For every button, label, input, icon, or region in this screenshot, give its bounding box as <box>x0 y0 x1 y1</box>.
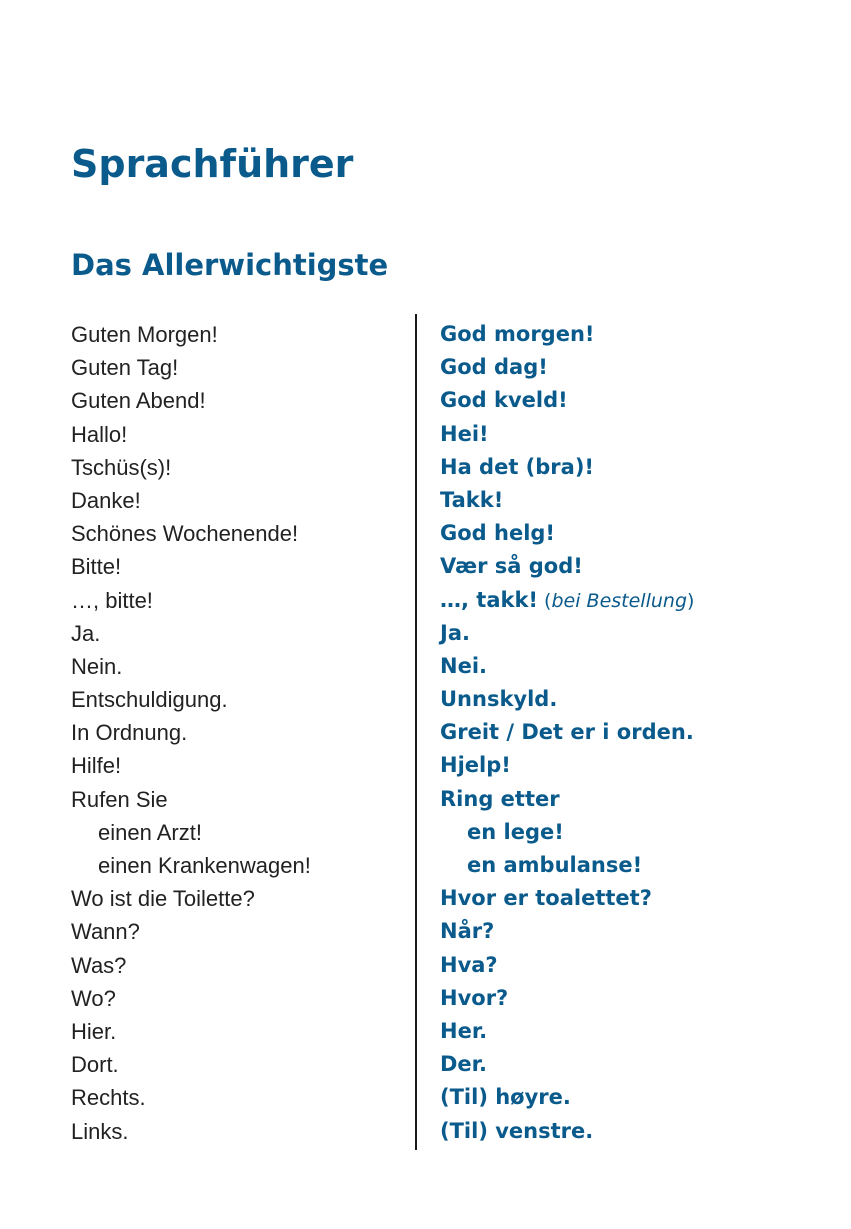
norwegian-phrase-text: Der. <box>440 1052 488 1077</box>
german-phrase: Hallo! <box>71 421 128 447</box>
norwegian-phrase-text: Ha det (bra)! <box>440 454 595 479</box>
norwegian-phrase-text: God helg! <box>440 521 556 546</box>
norwegian-phrase-text: Nei. <box>440 653 487 678</box>
norwegian-phrase <box>440 783 830 816</box>
norwegian-phrase-text: Hjelp! <box>440 753 511 778</box>
norwegian-phrase-text: Hvor er toalettet? <box>440 886 652 911</box>
norwegian-phrase-text: Takk! <box>440 487 504 512</box>
norwegian-phrase-text: Hva? <box>440 952 498 977</box>
norwegian-phrase <box>440 384 830 417</box>
german-phrase: Ja. <box>71 620 101 646</box>
norwegian-phrase-text: God dag! <box>440 355 548 380</box>
german-phrase: Links. <box>71 1118 129 1144</box>
norwegian-phrase <box>440 882 830 915</box>
german-phrase: Was? <box>71 952 127 978</box>
section-title: Das Allerwichtigste <box>71 248 389 282</box>
german-phrase: Entschuldigung. <box>71 687 228 713</box>
german-phrase: Hilfe! <box>71 753 122 779</box>
column-divider <box>415 314 417 1150</box>
german-phrases-column <box>71 318 401 1148</box>
norwegian-phrase <box>440 318 830 351</box>
norwegian-phrase <box>440 584 830 617</box>
norwegian-phrase <box>440 1015 830 1048</box>
german-phrase: Bitte! <box>71 554 122 580</box>
german-phrase: Dort. <box>71 1052 119 1078</box>
german-phrase: Wann? <box>71 919 140 945</box>
german-phrase: Wo? <box>71 985 116 1011</box>
german-phrase: Guten Tag! <box>71 355 179 381</box>
german-phrase: Danke! <box>71 487 141 513</box>
norwegian-phrase <box>440 816 830 849</box>
usage-note-text: bei Bestellung <box>551 589 688 612</box>
page-title: Sprachführer <box>71 142 354 186</box>
norwegian-phrase <box>440 949 830 982</box>
norwegian-phrase <box>440 484 830 517</box>
norwegian-phrase-text: Ring etter <box>440 786 560 811</box>
norwegian-phrase <box>440 418 830 451</box>
norwegian-phrase <box>440 1048 830 1081</box>
norwegian-phrase <box>440 1081 830 1114</box>
norwegian-phrase-text: Hei! <box>440 421 489 446</box>
norwegian-phrase <box>440 749 830 782</box>
usage-note: (bei Bestellung) <box>538 589 695 612</box>
norwegian-phrase <box>440 650 830 683</box>
norwegian-phrase <box>440 982 830 1015</box>
norwegian-phrase-text: Greit / Det er i orden. <box>440 720 694 745</box>
norwegian-phrase <box>440 683 830 716</box>
norwegian-phrase-text: Unnskyld. <box>440 687 558 712</box>
german-phrase: Rufen Sie <box>71 786 168 812</box>
german-phrase: einen Krankenwagen! <box>98 853 311 878</box>
norwegian-phrase <box>440 617 830 650</box>
norwegian-phrase-text: (Til) venstre. <box>440 1118 594 1143</box>
norwegian-phrase-text: Ja. <box>440 620 470 645</box>
norwegian-phrase <box>440 915 830 948</box>
german-phrase: Rechts. <box>71 1085 146 1111</box>
norwegian-phrase <box>440 849 830 882</box>
german-phrase: Schönes Wochenende! <box>71 521 299 547</box>
norwegian-phrase <box>440 451 830 484</box>
norwegian-phrase-text: Hvor? <box>440 985 509 1010</box>
norwegian-phrase <box>440 550 830 583</box>
norwegian-phrase-text: God kveld! <box>440 388 568 413</box>
norwegian-phrase-text: Vær så god! <box>440 554 583 579</box>
norwegian-phrase-text: en ambulanse! <box>467 853 643 877</box>
norwegian-phrase-text: (Til) høyre. <box>440 1085 571 1110</box>
german-phrase: In Ordnung. <box>71 720 188 746</box>
norwegian-phrase-text: en lege! <box>467 819 564 844</box>
german-phrase: Wo ist die Toilette? <box>71 886 255 912</box>
norwegian-phrases-column <box>440 318 830 1148</box>
german-phrase: Tschüs(s)! <box>71 454 172 480</box>
norwegian-phrase-text: …, takk! <box>440 587 539 612</box>
norwegian-phrase-text: Her. <box>440 1018 488 1043</box>
german-phrase: Guten Abend! <box>71 388 206 414</box>
norwegian-phrase-text: God morgen! <box>440 322 595 346</box>
german-phrase: Hier. <box>71 1018 117 1044</box>
german-phrase: Guten Morgen! <box>71 322 218 347</box>
german-phrase: Nein. <box>71 653 123 679</box>
norwegian-phrase <box>440 351 830 384</box>
norwegian-phrase <box>440 517 830 550</box>
german-phrase: einen Arzt! <box>98 819 202 845</box>
norwegian-phrase-text: Når? <box>440 919 495 944</box>
norwegian-phrase <box>440 716 830 749</box>
norwegian-phrase <box>440 1115 830 1148</box>
german-phrase: …, bitte! <box>71 587 153 613</box>
